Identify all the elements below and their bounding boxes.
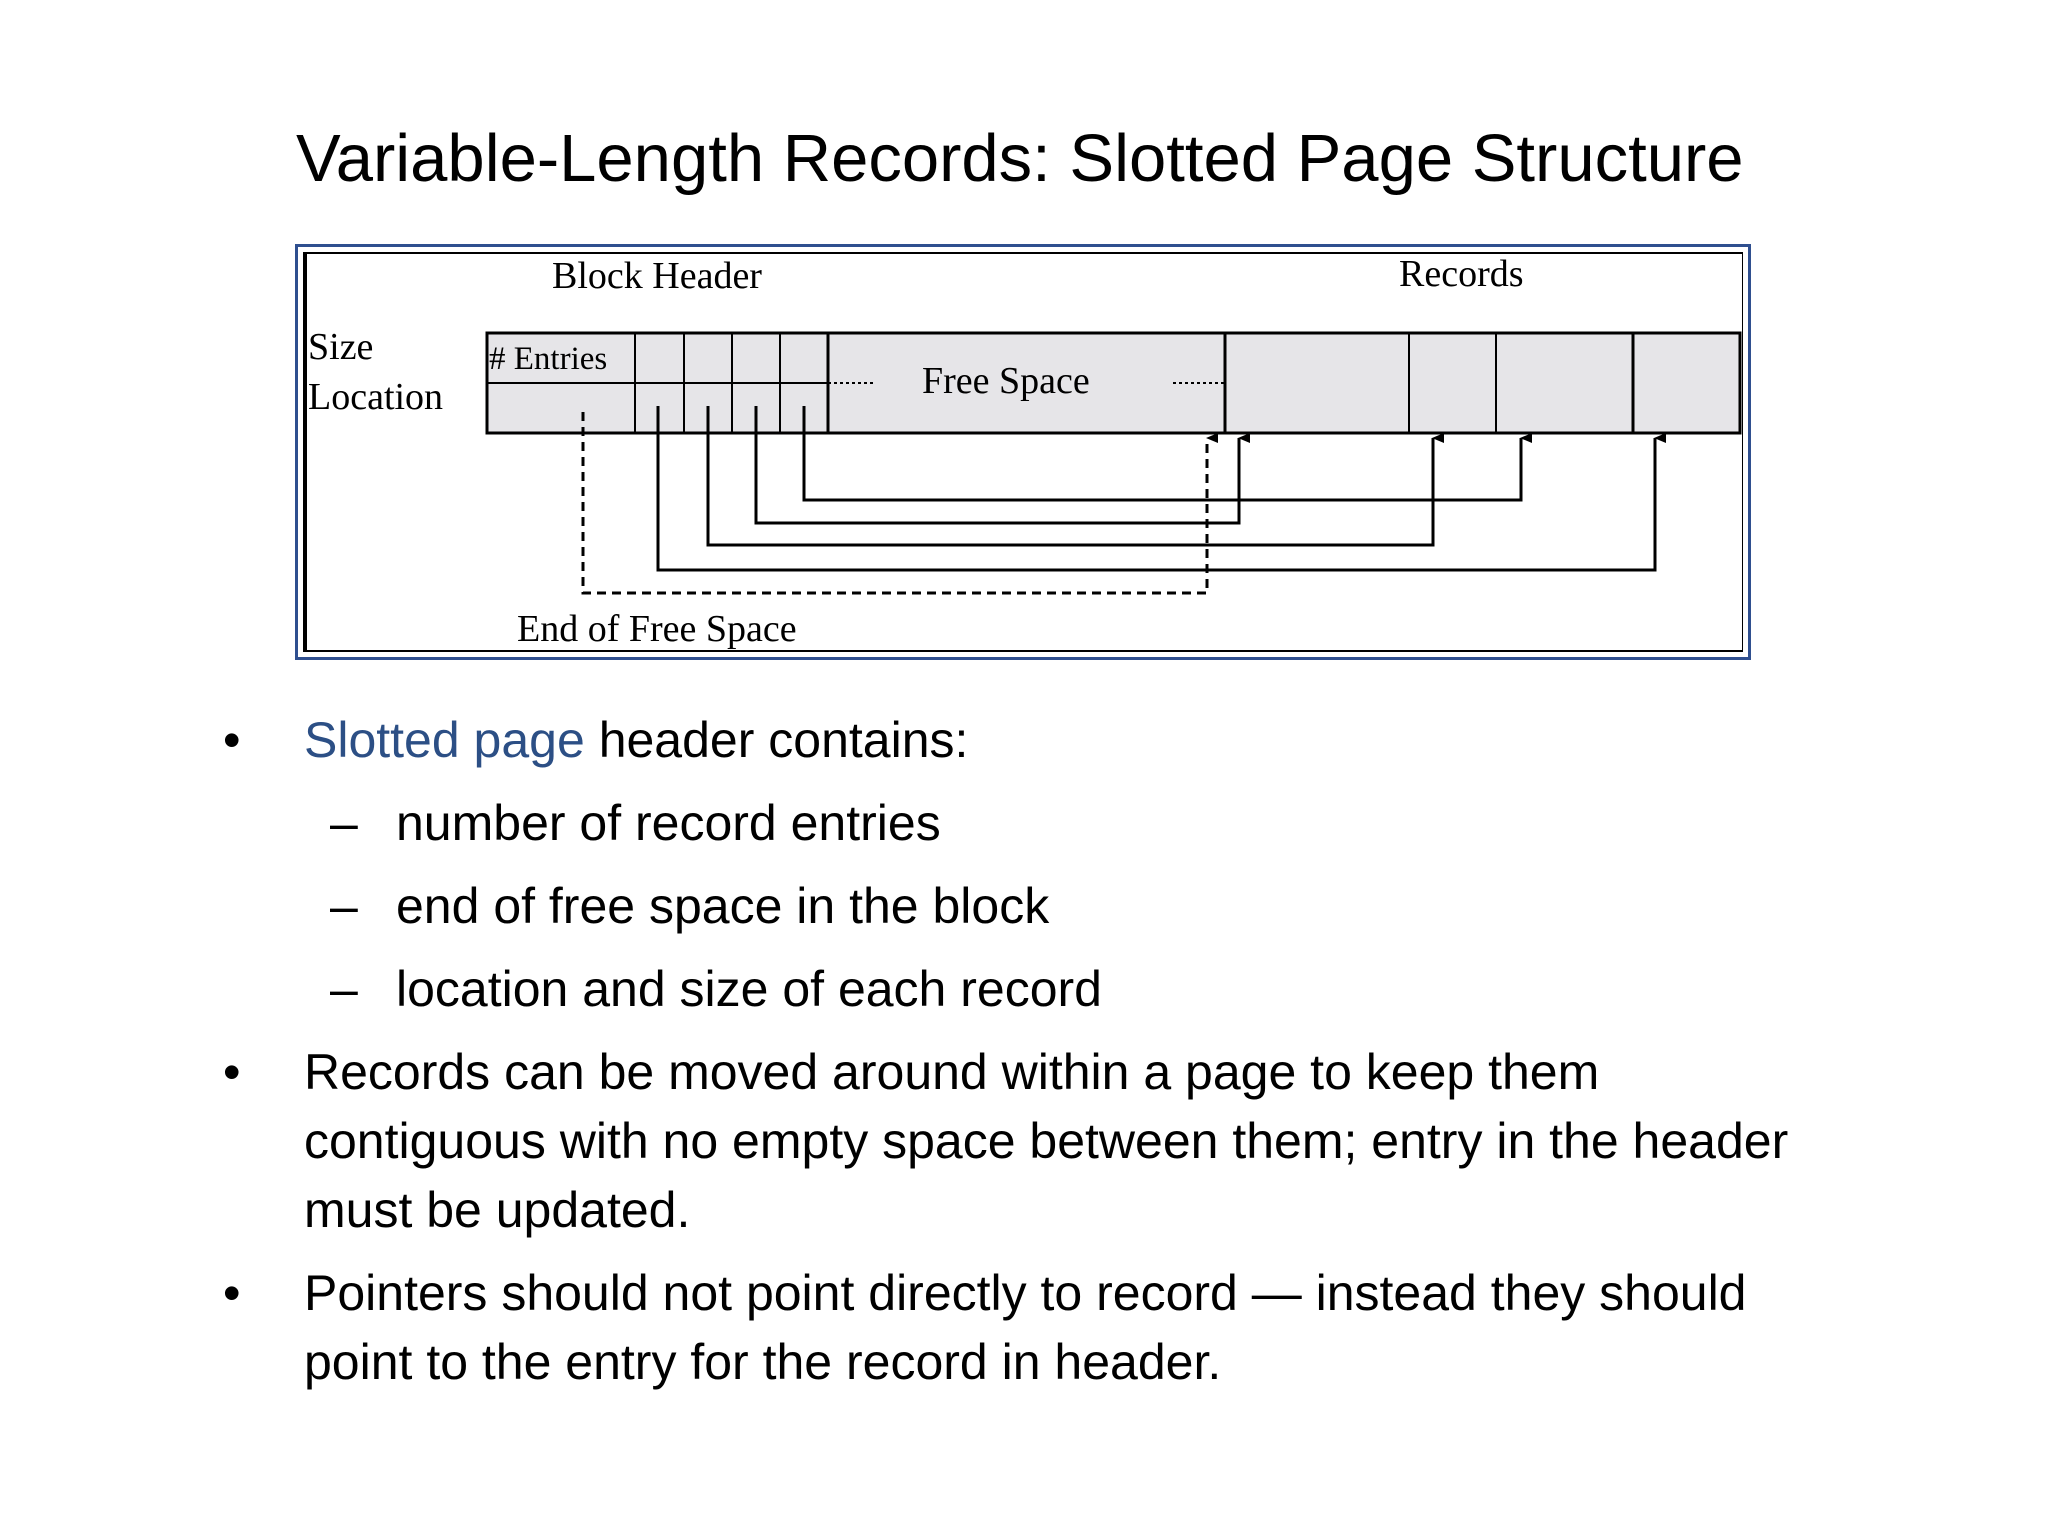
slide-title: Variable-Length Records: Slotted Page Structure — [296, 121, 1744, 196]
bullet-1-rest: header contains: — [584, 712, 969, 768]
bullet-2-line-2: contiguous with no empty space between them; entry in the header — [304, 1113, 1789, 1169]
location-label: Location — [308, 376, 444, 418]
sub-2-marker: – — [330, 878, 358, 934]
bullet-2-line-1: Records can be moved around within a page to keep them — [304, 1044, 1600, 1100]
bullet-2-marker: • — [223, 1044, 241, 1100]
sub-bullet-3: location and size of each record — [396, 961, 1102, 1017]
bullet-1-marker: • — [223, 712, 241, 768]
records-block — [1225, 333, 1740, 433]
sub-3-marker: – — [330, 961, 358, 1017]
sub-bullet-2: end of free space in the block — [396, 878, 1050, 934]
bullet-3-marker: • — [223, 1265, 241, 1321]
slotted-page-diagram — [295, 244, 1751, 660]
bullet-3-line-1: Pointers should not point directly to record — instead they should — [304, 1265, 1747, 1321]
entries-label: # Entries — [489, 341, 608, 377]
bullet-3-line-2: point to the entry for the record in header. — [304, 1334, 1222, 1390]
bullet-1-text — [304, 705, 968, 775]
sub-1-marker: – — [330, 795, 358, 851]
free-space-label: Free Space — [922, 360, 1090, 402]
records-label: Records — [1399, 253, 1524, 295]
block-header-label: Block Header — [552, 255, 762, 297]
diagram-canvas — [298, 247, 1754, 663]
bullet-2-line-3: must be updated. — [304, 1182, 691, 1238]
sub-bullet-1: number of record entries — [396, 795, 941, 851]
bullet-1-highlight: Slotted page — [304, 712, 585, 768]
end-free-space-pointer — [583, 412, 1207, 593]
end-free-space-label: End of Free Space — [517, 608, 797, 650]
size-label: Size — [308, 326, 374, 368]
